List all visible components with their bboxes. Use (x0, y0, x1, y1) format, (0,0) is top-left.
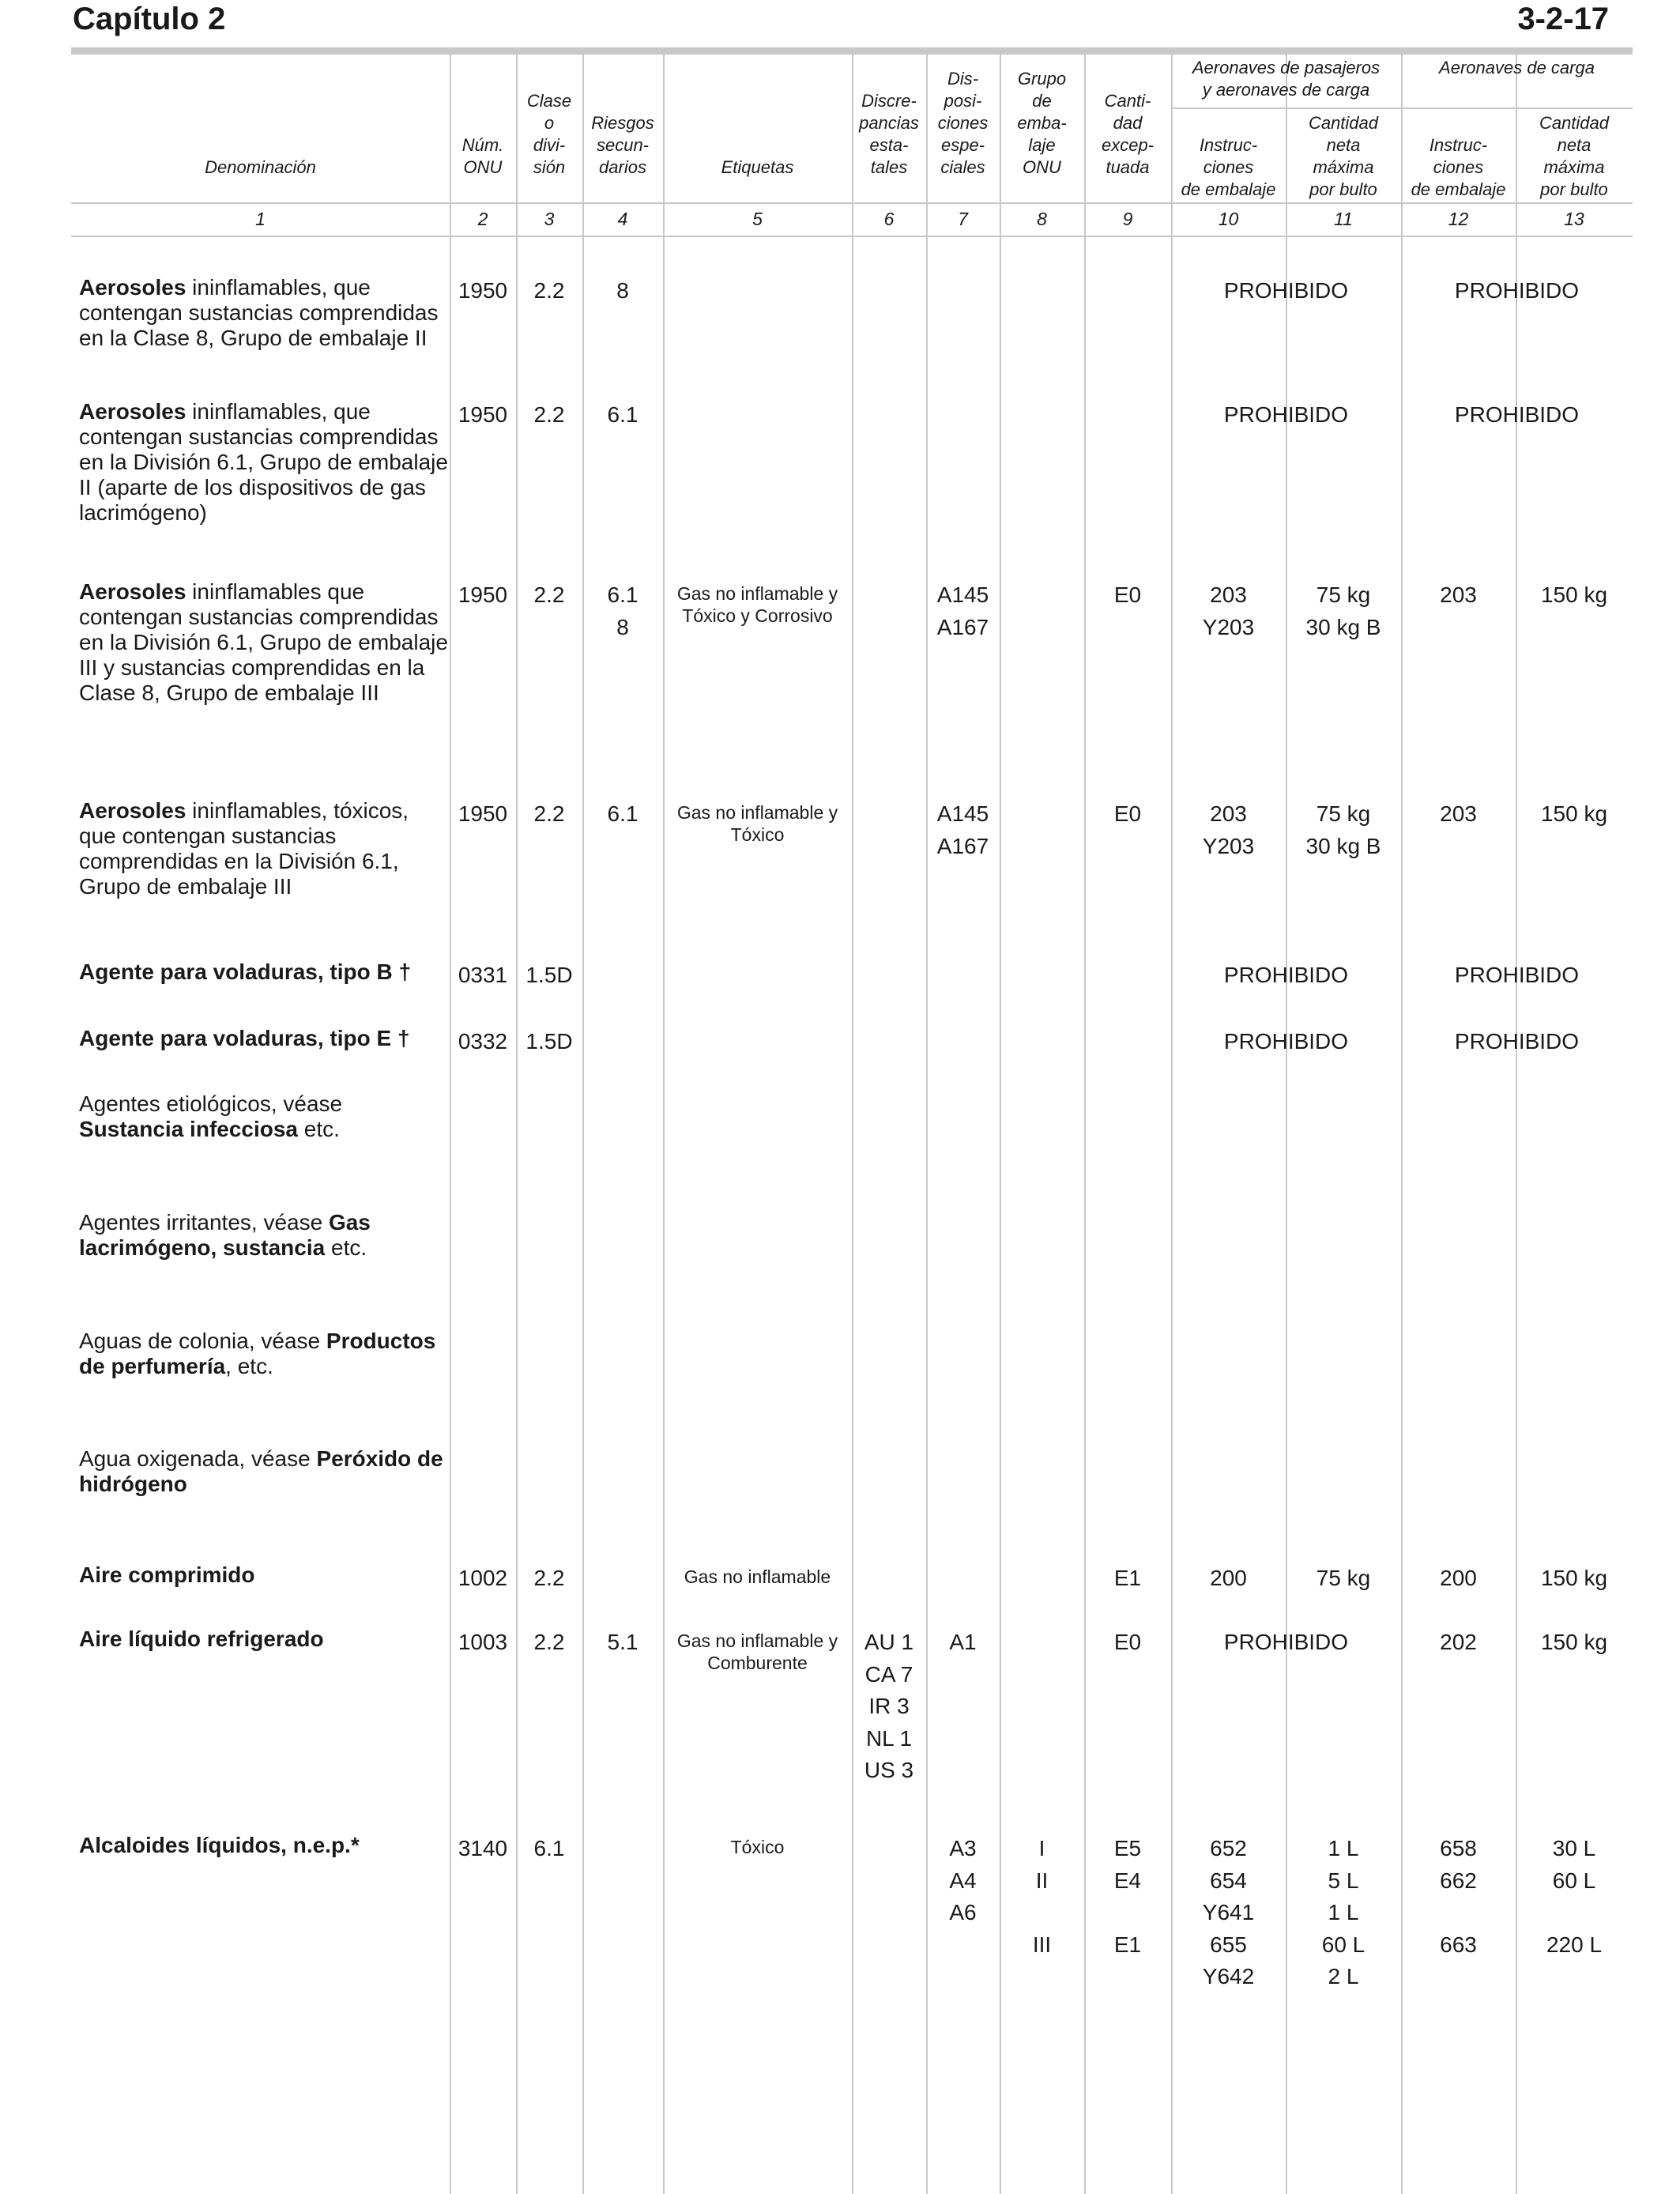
cargo-prohibited: PROHIBIDO (1454, 963, 1580, 987)
subsidiary-risk: 5.1 (607, 1630, 638, 1654)
subsidiary-risk: 6.1 (607, 402, 638, 427)
cargo-prohibited: PROHIBIDO (1454, 278, 1580, 303)
column-number: 8 (1037, 209, 1047, 229)
class-division: 2.2 (533, 1566, 565, 1590)
passenger-prohibited: PROHIBIDO (1223, 963, 1349, 987)
header-discrepancias: Discre- pancias esta- tales (859, 91, 919, 177)
header-etiquetas: Etiquetas (721, 157, 794, 177)
cross-reference-entry: Agentes irritantes, véase Gas lacrimógeno, sustancia etc. (79, 1210, 371, 1260)
header-cantidad: Canti- dad excep- tuada (1101, 91, 1155, 177)
un-number: 0332 (458, 1029, 508, 1054)
passenger-prohibited: PROHIBIDO (1223, 1630, 1349, 1654)
passenger-max-quantity: 75 kg 30 kg B (1305, 801, 1381, 858)
column-number: 6 (883, 209, 895, 229)
un-number: 1950 (458, 278, 508, 303)
header-cantidad-neta-pass: Cantidad neta máxima por bulto (1308, 113, 1379, 199)
class-division: 2.2 (533, 278, 565, 303)
special-provisions: A145 A167 (936, 801, 989, 858)
entry-name: Agente para voladuras, tipo B † (79, 959, 412, 984)
hazard-labels: Gas no inflamable (684, 1566, 831, 1587)
column-number: 1 (255, 209, 266, 229)
cargo-packing-instruction: 203 (1440, 582, 1477, 607)
special-provisions: A145 A167 (936, 582, 989, 639)
column-number: 9 (1122, 209, 1133, 229)
entry-name: Aerosoles ininflamables que contengan sustancias comprendidas en la División 6.1, Grupo de embalaje III y sustancias comprendidas en la Clase 8, Grupo de embalaje III (79, 579, 448, 705)
class-division: 2.2 (533, 801, 565, 826)
class-division: 6.1 (533, 1836, 565, 1860)
cross-reference-entry: Aguas de colonia, véase Productos de perfumería, etc. (79, 1329, 436, 1378)
class-division: 1.5D (525, 963, 573, 987)
header-instrucciones-cargo: Instruc- ciones de embalaje (1411, 135, 1506, 199)
chapter-title: Capítulo 2 (73, 2, 226, 36)
entry-name: Agente para voladuras, tipo E † (79, 1026, 410, 1050)
special-provisions: A1 (949, 1630, 977, 1654)
entry-name: Aerosoles ininflamables, tóxicos, que contengan sustancias comprendidas en la División 6.1, Grupo de embalaje III (79, 798, 409, 899)
cargo-prohibited: PROHIBIDO (1454, 1029, 1580, 1054)
entry-name: Alcaloides líquidos, n.e.p.* (79, 1833, 360, 1857)
subsidiary-risk: 8 (616, 278, 629, 303)
class-division: 2.2 (533, 1630, 565, 1654)
column-number: 4 (617, 209, 628, 229)
hazard-labels: Gas no inflamable y Tóxico y Corrosivo (676, 583, 838, 626)
column-number: 2 (477, 209, 488, 229)
passenger-max-quantity: 1 L 5 L 1 L 60 L 2 L (1321, 1836, 1365, 1989)
passenger-packing-instruction: 652 654 Y641 655 Y642 (1202, 1836, 1255, 1989)
un-number: 1002 (458, 1566, 508, 1590)
cargo-max-quantity: 150 kg (1540, 1630, 1608, 1654)
passenger-prohibited: PROHIBIDO (1223, 402, 1349, 427)
un-number: 1950 (458, 582, 508, 607)
un-number: 0331 (458, 963, 508, 987)
entry-name: Aerosoles ininflamables, que contengan sustancias comprendidas en la División 6.1, Grupo de embalaje II (aparte de los dispositivos de gas lacrimógeno) (79, 399, 448, 525)
passenger-prohibited: PROHIBIDO (1223, 278, 1349, 303)
hazard-labels: Gas no inflamable y Tóxico (676, 802, 838, 845)
special-provisions: A3 A4 A6 (949, 1836, 977, 1924)
excepted-quantity: E1 (1113, 1566, 1142, 1590)
header-passenger-group: Aeronaves de pasajeros y aeronaves de carga (1192, 58, 1381, 100)
passenger-prohibited: PROHIBIDO (1223, 1029, 1349, 1054)
column-number: 12 (1448, 209, 1469, 229)
subsidiary-risk: 6.1 (607, 801, 638, 826)
hazard-labels: Gas no inflamable y Comburente (676, 1630, 838, 1673)
passenger-packing-instruction: 203 Y203 (1202, 582, 1255, 639)
class-division: 1.5D (525, 1029, 573, 1054)
header-cargo-group: Aeronaves de carga (1439, 58, 1595, 77)
column-number: 13 (1564, 209, 1584, 229)
header-cantidad-neta-cargo: Cantidad neta máxima por bulto (1539, 113, 1610, 199)
cargo-packing-instruction: 658 662 663 (1440, 1836, 1477, 1957)
un-number: 1950 (458, 801, 508, 826)
un-number: 3140 (458, 1836, 508, 1860)
cargo-packing-instruction: 200 (1440, 1566, 1477, 1590)
cross-reference-entry: Agentes etiológicos, véase Sustancia infecciosa etc. (79, 1091, 343, 1141)
cargo-max-quantity: 150 kg (1540, 801, 1608, 826)
header-denominacion: Denominación (205, 157, 316, 177)
entry-name: Aire líquido refrigerado (79, 1627, 324, 1651)
cargo-max-quantity: 30 L 60 L 220 L (1546, 1836, 1603, 1957)
packing-group: I II III (1032, 1836, 1052, 1957)
un-number: 1003 (458, 1630, 508, 1654)
excepted-quantity: E0 (1113, 582, 1142, 607)
header-grupo: Grupo de emba- laje ONU (1017, 69, 1067, 177)
cross-reference-entry: Agua oxigenada, véase Peróxido de hidrógeno (79, 1446, 443, 1496)
cargo-max-quantity: 150 kg (1540, 1566, 1608, 1590)
column-number: 7 (958, 209, 968, 229)
header-disposiciones: Dis- posi- ciones espe- ciales (937, 69, 989, 177)
passenger-max-quantity: 75 kg (1316, 1566, 1371, 1590)
column-number: 5 (752, 209, 763, 229)
header-clase: Clase o divi- sión (526, 91, 572, 177)
hazard-labels: Tóxico (730, 1837, 785, 1857)
header-riesgos: Riesgos secun- darios (591, 113, 654, 177)
cargo-packing-instruction: 202 (1440, 1630, 1477, 1654)
passenger-packing-instruction: 203 Y203 (1202, 801, 1255, 858)
cargo-prohibited: PROHIBIDO (1454, 402, 1580, 427)
entry-name: Aerosoles ininflamables, que contengan sustancias comprendidas en la Clase 8, Grupo de embalaje II (79, 275, 439, 350)
passenger-max-quantity: 75 kg 30 kg B (1305, 582, 1381, 639)
column-number: 10 (1218, 209, 1239, 229)
header-instrucciones-pass: Instruc- ciones de embalaje (1181, 135, 1276, 199)
class-division: 2.2 (533, 402, 565, 427)
excepted-quantity: E5 E4 E1 (1113, 1836, 1142, 1957)
column-number: 11 (1334, 209, 1353, 229)
header-num-onu: Núm. ONU (461, 135, 504, 177)
excepted-quantity: E0 (1113, 801, 1142, 826)
un-number: 1950 (458, 402, 508, 427)
entry-name: Aire comprimido (79, 1563, 255, 1587)
cargo-max-quantity: 150 kg (1540, 582, 1608, 607)
subsidiary-risk: 6.1 8 (607, 582, 638, 639)
page-number: 3-2-17 (1517, 2, 1609, 36)
excepted-quantity: E0 (1113, 1630, 1142, 1654)
cargo-packing-instruction: 203 (1440, 801, 1477, 826)
state-variations: AU 1 CA 7 IR 3 NL 1 US 3 (864, 1630, 914, 1782)
class-division: 2.2 (533, 582, 565, 607)
passenger-packing-instruction: 200 (1210, 1566, 1247, 1590)
column-number: 3 (544, 209, 555, 229)
